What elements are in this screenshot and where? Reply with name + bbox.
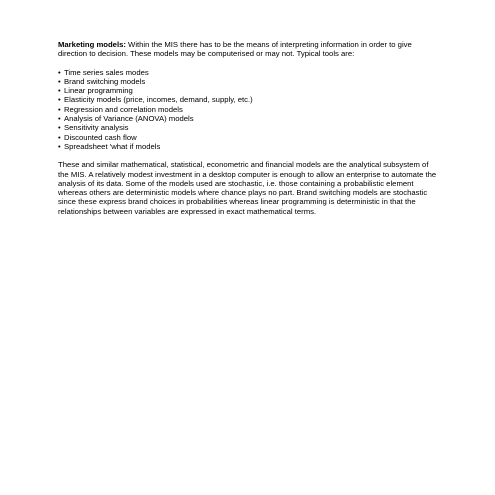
- list-item-text: Sensitivity analysis: [64, 123, 129, 133]
- bullet-icon: •: [58, 114, 61, 124]
- list-item: [58, 95, 438, 104]
- intro-heading: Marketing models:: [58, 40, 126, 49]
- list-item-text: Elasticity models (price, incomes, demand, supply, etc.): [64, 95, 253, 105]
- closing-paragraph: These and similar mathematical, statistical, econometric and financial models are the analytical subsystem of the MIS. A relatively modest investment in a desktop computer is enough to allow an enterprise to automate the analysis of its data. Some of the models used are stochastic, i.e. those containing a probabilistic element whereas others are deterministic models where chance plays no part. Brand switching models are stochastic since these express brand choices in probabilities whereas linear programming is deterministic in that the relationships between variables are expressed in exact mathematical terms.: [58, 160, 437, 216]
- list-item: [58, 77, 438, 86]
- tools-list: [58, 68, 438, 152]
- bullet-icon: •: [58, 132, 61, 142]
- list-item: [58, 114, 438, 123]
- bullet-icon: •: [58, 76, 61, 86]
- bullet-icon: •: [58, 86, 61, 96]
- list-item-text: Analysis of Variance (ANOVA) models: [64, 114, 194, 124]
- list-item-text: Time series sales modes: [64, 67, 149, 77]
- document-page: [58, 40, 438, 216]
- list-item: [58, 142, 438, 151]
- list-item-text: Regression and correlation models: [64, 104, 183, 114]
- intro-paragraph: [58, 40, 438, 59]
- list-item: [58, 68, 438, 77]
- bullet-icon: •: [58, 141, 61, 151]
- list-item-text: Discounted cash flow: [64, 132, 137, 142]
- bullet-icon: •: [58, 95, 61, 105]
- list-item: [58, 105, 438, 114]
- list-item-text: Linear programming: [64, 86, 133, 96]
- list-item-text: Brand switching models: [64, 76, 146, 86]
- list-item: [58, 133, 438, 142]
- bullet-icon: •: [58, 123, 61, 133]
- list-item: [58, 123, 438, 132]
- list-item-text: Spreadsheet 'what if models: [64, 141, 161, 151]
- bullet-icon: •: [58, 104, 61, 114]
- intro-text: Within the MIS there has to be the means of interpreting information in order to give direction to decision. These models may be computerised or may not. Typical tools are:: [58, 40, 412, 59]
- bullet-icon: •: [58, 67, 61, 77]
- list-item: [58, 86, 438, 95]
